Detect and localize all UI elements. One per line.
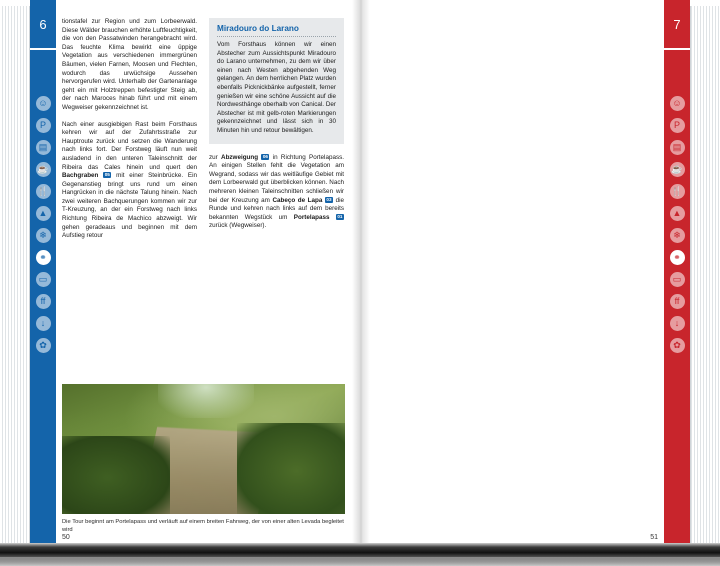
paragraph: tionstafel zur Region und zum Lorbeerwald. Diese Wälder brauchen erhöhte Luftfeuchtigkeit, die von den Passatwinden herangebracht wird. Das feuchte Klima bewirkt eine üppige Vegetation aus verschiedenen immergrünen Bäumen, vielen Farnen, Moosen und Flechten, wodurch das urwüchsige Aussehen hervorgerufen wird. Unterhalb der Gartenanlage geht ein mit Holztreppen befestigter Steig ab, der nach Maroces hinab führt und mit einem Wegweiser gekennzeichnet ist. [62, 18, 197, 111]
bus-icon[interactable]: ▤ [670, 140, 685, 155]
waypoint-badge: 01 [337, 213, 343, 219]
bicycle-icon[interactable]: ⚭ [36, 250, 51, 265]
waypoint-badge: 03 [326, 196, 332, 202]
paragraph-text: die Runde und kehren nach links auf dem bereits bekannten Wegstück um [209, 196, 344, 221]
right-page [360, 0, 720, 552]
left-columns [62, 18, 345, 249]
left-tab-icon-list [30, 96, 56, 353]
left-page-number: 50 [62, 534, 70, 541]
left-page [0, 0, 360, 552]
paragraph-text: in Richtung Portelapass. An einigen Stellen fehlt die Vegetation am Wegrand, sodass wir das weitläufige Gebiet mit dem Lorbeerwald gut überblicken können. Nach mehreren kleinen Taleinschnitten schließen wir bei der Kreuzung am [209, 153, 345, 204]
water-icon[interactable]: ↓ [670, 316, 685, 331]
restaurant-icon[interactable]: 🍴 [670, 184, 685, 199]
page-edge-right [690, 6, 720, 546]
snowflake-icon[interactable]: ❄ [670, 228, 685, 243]
photo-caption: Die Tour beginnt am Portelapass und verläuft auf einem breiten Fahrweg, der von einer alten Levada begleitet wird [62, 519, 344, 533]
photo-vegetation-left [62, 436, 170, 514]
paragraph-text: zurück (Wegweiser). [209, 222, 267, 230]
book-bottom-edge [0, 543, 720, 566]
bold-term: Abzweigung [221, 153, 259, 161]
mountain-icon[interactable]: ▲ [36, 206, 51, 221]
page-edge-left [0, 6, 30, 546]
bed-icon[interactable]: ▭ [670, 272, 685, 287]
bold-term: Cabeço de Lapa [272, 196, 323, 204]
mountain-icon[interactable]: ▲ [670, 206, 685, 221]
coffee-icon[interactable]: ☕ [670, 162, 685, 177]
left-column-1 [62, 18, 197, 249]
smiley-icon[interactable]: ☺ [670, 96, 685, 111]
waypoint-badge: 06 [262, 153, 268, 159]
parking-icon[interactable]: P [670, 118, 685, 133]
left-tab-number: 6 [30, 0, 56, 50]
photo-vegetation-right [237, 423, 345, 514]
left-column-2 [209, 18, 344, 249]
right-page-number: 51 [650, 534, 658, 541]
info-box-title: Miradouro do Larano [217, 24, 299, 33]
paragraph-text: Nach einer ausgiebigen Rast beim Forsthaus kehren wir auf der Zufahrtsstraße zur Hauptroute zurück und setzen die Wanderung nach links fort. Der Forstweg läuft nun weit ausladend in den unteren Taleinschnitt der Ribeira das Cales hinein und quert den [62, 120, 197, 171]
leaf-icon[interactable]: ✿ [36, 338, 51, 353]
parking-icon[interactable]: P [36, 118, 51, 133]
bed-icon[interactable]: ▭ [36, 272, 51, 287]
paragraph-text: mit einer Steinbrücke. Ein Gegenanstieg bringt uns rund um einen Hangrücken in die nächste Talung hinein. Nach zwei weiteren Bachquerungen kommen wir zur T-Kreuzung, an der ein Forstweg nach links Richtung Ribeira de Machico abzweigt. Wir gehen geradeaus und beginnen mit dem Aufstieg retour [62, 172, 197, 240]
right-tab-icon-list [664, 96, 690, 353]
paragraph [62, 121, 197, 241]
left-chapter-tab[interactable] [30, 0, 56, 552]
coffee-icon[interactable]: ☕ [36, 162, 51, 177]
paragraph [209, 154, 344, 231]
bus-icon[interactable]: ▤ [36, 140, 51, 155]
photo-sky [158, 384, 254, 418]
paragraph-text: zur [209, 153, 222, 161]
bold-term: Bachgraben [62, 172, 99, 180]
right-tab-number: 7 [664, 0, 690, 50]
museum-icon[interactable]: ff [670, 294, 685, 309]
water-icon[interactable]: ↓ [36, 316, 51, 331]
museum-icon[interactable]: ff [36, 294, 51, 309]
info-box-text: Vom Forsthaus können wir einen Abstecher zum Aussichtspunkt Miradouro do Larano unternehmen, zu dem wir über einen nach Westen abgehenden Weg gelangen. An dem herrlichen Platz wurden ebenfalls Picknickbänke aufgestellt, ferner genießen wir eine schöne Aussicht auf die Nordwesthänge oberhalb von Canical. Der Abstecher ist mit gelb-roten Markierungen gekennzeichnet und lässt sich in 30 Minuten hin und retour bewältigen. [217, 41, 336, 134]
divider [217, 36, 336, 37]
info-box [209, 18, 344, 144]
restaurant-icon[interactable]: 🍴 [36, 184, 51, 199]
smiley-icon[interactable]: ☺ [36, 96, 51, 111]
trail-photo [62, 384, 345, 514]
right-chapter-tab[interactable] [664, 0, 690, 552]
bold-term: Portelapass [293, 213, 330, 221]
waypoint-badge: 05 [104, 172, 110, 178]
snowflake-icon[interactable]: ❄ [36, 228, 51, 243]
bicycle-icon[interactable]: ⚭ [670, 250, 685, 265]
leaf-icon[interactable]: ✿ [670, 338, 685, 353]
